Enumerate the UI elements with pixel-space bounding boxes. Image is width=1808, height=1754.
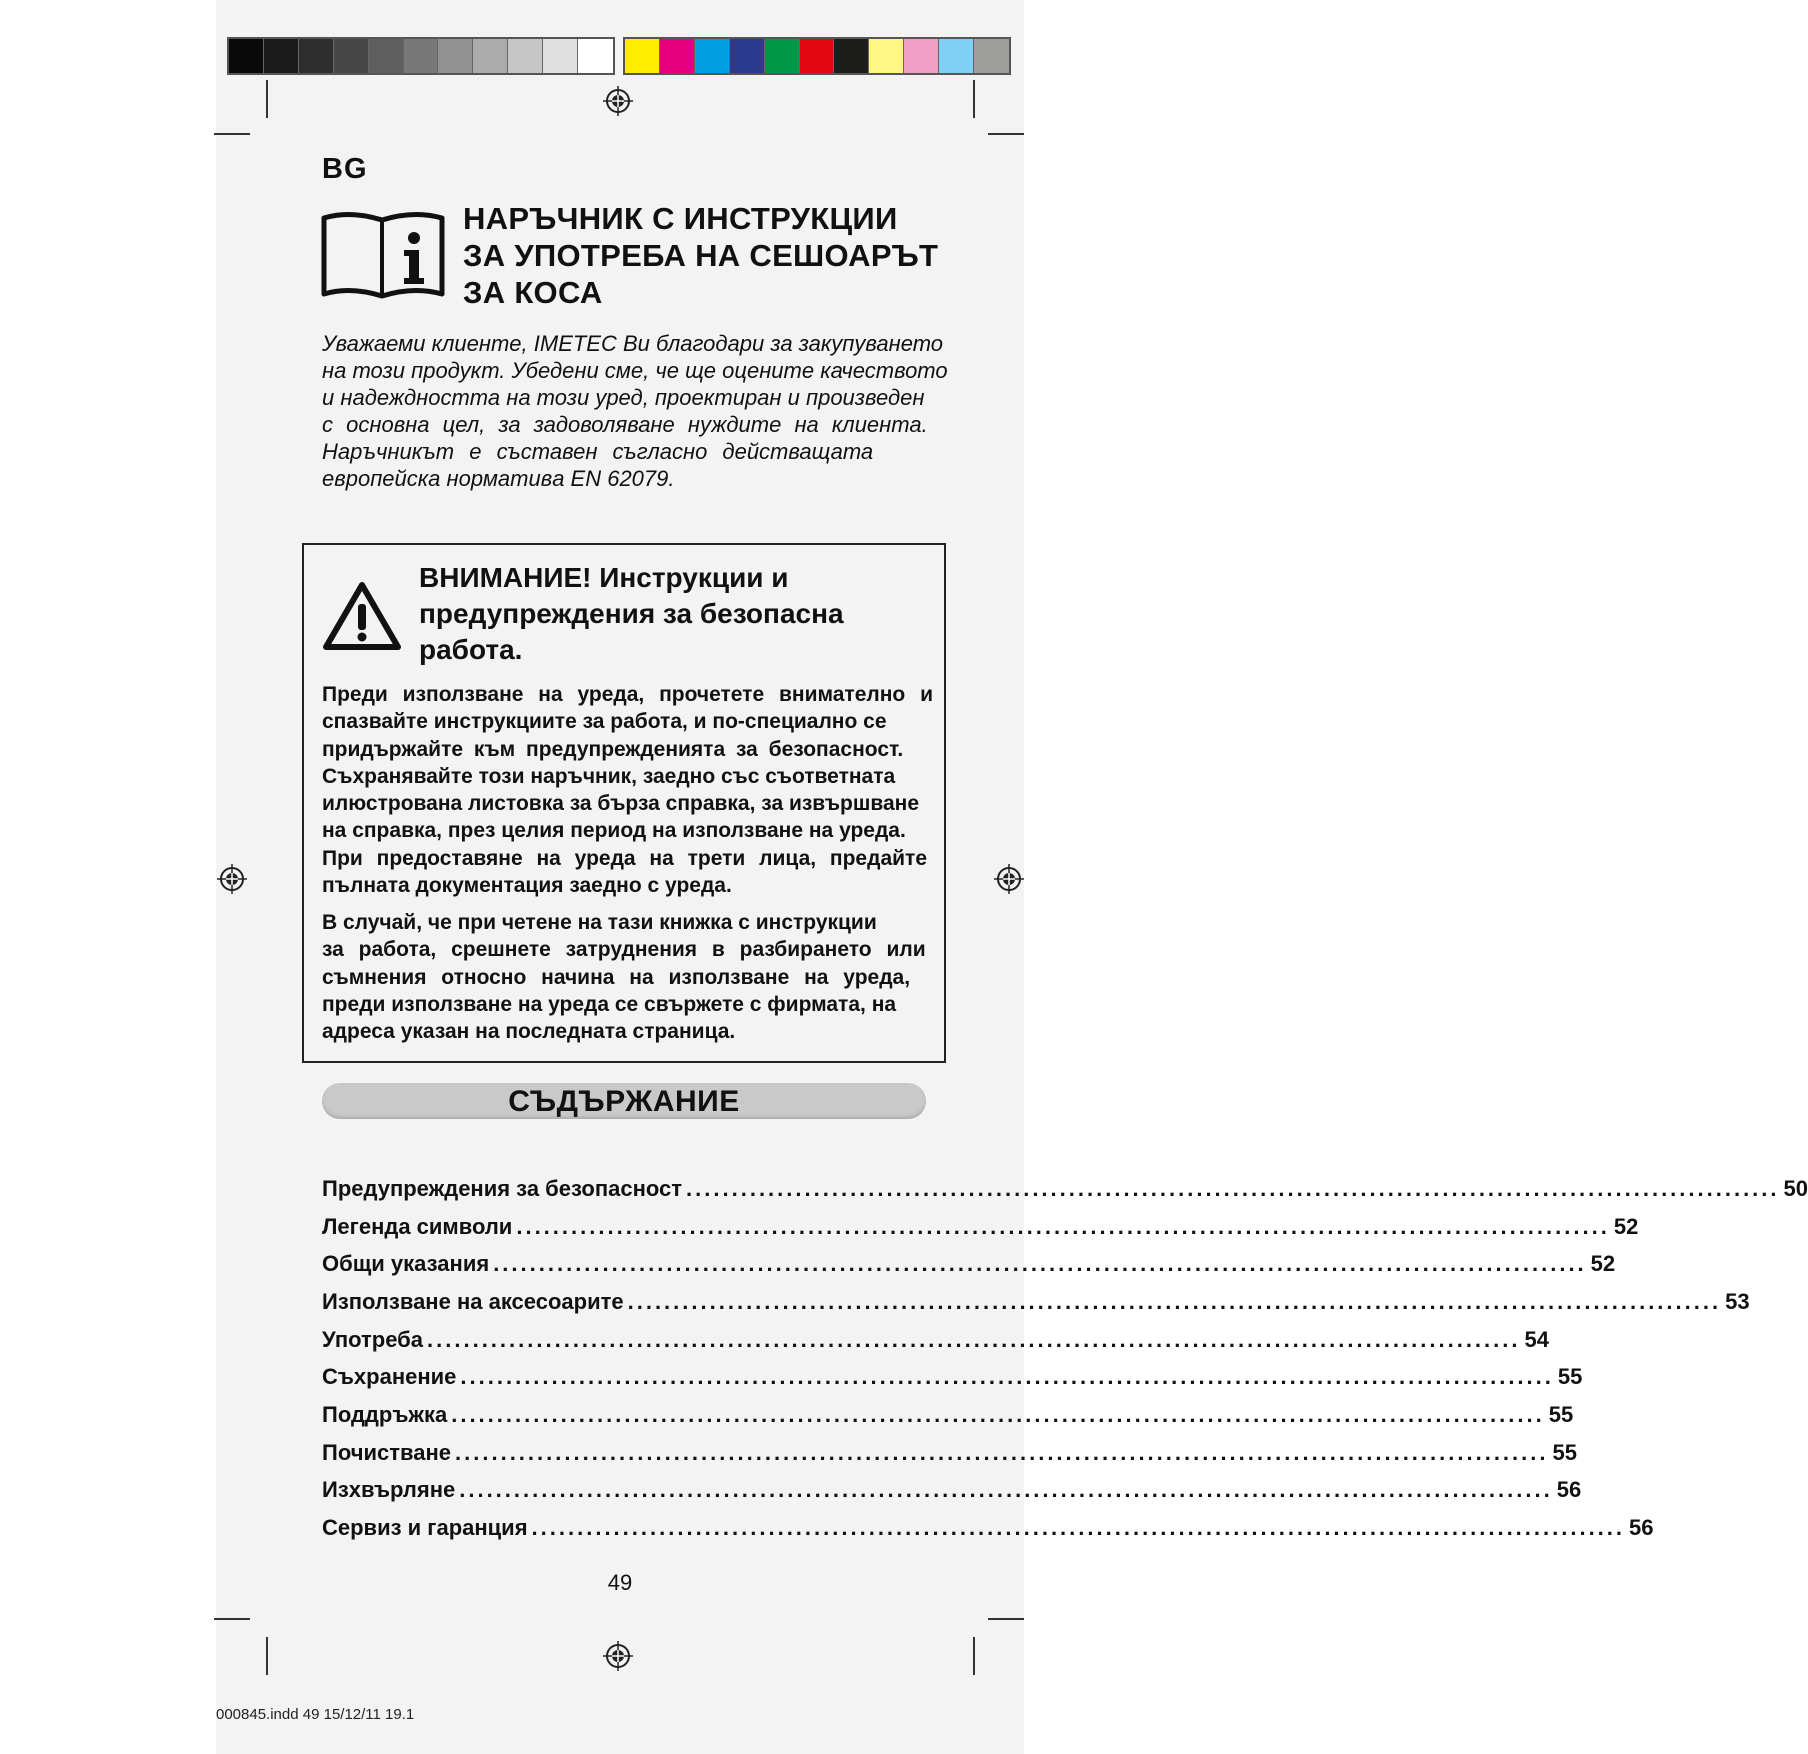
toc-page: 54 xyxy=(1524,1326,1549,1352)
toc-label: Употреба xyxy=(322,1326,424,1352)
page-number: 49 xyxy=(607,1570,633,1595)
warning-line: Съхранявайте този наръчник, заедно със съответната xyxy=(322,764,896,788)
toc-page: 53 xyxy=(1725,1288,1750,1314)
warning-line: пълната документация заедно с уреда. xyxy=(322,874,732,898)
warning-line: адреса указан на последната страница. xyxy=(322,1020,736,1044)
warning-title-line: предупреждения за безопасна xyxy=(419,598,844,629)
intro-line: на този продукт. Убедени сме, че ще оцените качеството xyxy=(322,358,948,383)
warning-title-line: ВНИМАНИЕ! Инструкции и xyxy=(419,562,789,593)
table-of-contents xyxy=(322,1170,1808,1547)
toc-item xyxy=(322,1170,1808,1208)
toc-leader-dots: ........................................................................................................................ xyxy=(455,1439,1549,1465)
crop-mark xyxy=(214,133,250,135)
toc-page: 55 xyxy=(1552,1439,1577,1465)
registration-mark-icon xyxy=(603,86,633,116)
intro-paragraph xyxy=(322,330,950,492)
toc-leader-dots: ........................................................................................................................ xyxy=(686,1175,1780,1201)
crop-mark xyxy=(988,1618,1024,1620)
crop-mark xyxy=(214,1618,250,1620)
toc-label: Изхвърляне xyxy=(322,1477,456,1503)
warning-line: за работа, срешнете затруднения в разбирането или xyxy=(322,938,926,962)
intro-line: и надеждността на този уред, проектиран и произведен xyxy=(322,385,925,410)
toc-leader-dots: ........................................................................................................................ xyxy=(459,1477,1553,1503)
color-swatch xyxy=(695,39,730,73)
toc-item xyxy=(322,1396,1574,1434)
crop-mark xyxy=(988,133,1024,135)
language-code: BG xyxy=(322,153,368,185)
toc-leader-dots: ........................................................................................................................ xyxy=(531,1515,1626,1541)
color-swatch xyxy=(229,39,264,73)
toc-item xyxy=(322,1509,1654,1547)
toc-page: 50 xyxy=(1783,1175,1808,1201)
toc-leader-dots: ........................................................................................................................ xyxy=(451,1401,1545,1427)
warning-line: преди използване на уреда се свържете с фирмата, на xyxy=(322,992,897,1016)
warning-paragraph-1 xyxy=(322,681,936,899)
crop-mark xyxy=(973,1637,975,1675)
color-swatch xyxy=(369,39,404,73)
color-swatch xyxy=(974,39,1009,73)
warning-line: придържайте към предупрежденията за безопасност. xyxy=(322,737,904,761)
toc-label: Предупреждения за безопасност xyxy=(322,1175,683,1201)
warning-line: илюстрована листовка за бърза справка, за извършване xyxy=(322,792,920,816)
color-swatch xyxy=(660,39,695,73)
warning-line: В случай, че при четене на тази книжка с инструкции xyxy=(322,911,877,934)
toc-item xyxy=(322,1245,1616,1283)
contents-heading: СЪДЪРЖАНИЕ xyxy=(322,1083,926,1119)
toc-label: Съхранение xyxy=(322,1364,457,1390)
print-footer: 000845.indd 49 15/12/11 19.1 xyxy=(216,1706,415,1723)
warning-title-line: работа. xyxy=(419,634,523,665)
warning-paragraph-2 xyxy=(322,909,936,1045)
title-line: ЗА КОСА xyxy=(463,275,603,310)
intro-line: Наръчникът е съставен съгласно действащата xyxy=(322,439,874,464)
toc-page: 55 xyxy=(1557,1364,1583,1390)
toc-leader-dots: ........................................................................................................................ xyxy=(627,1288,1722,1314)
crop-mark xyxy=(266,80,268,118)
color-swatch xyxy=(438,39,473,73)
color-swatch xyxy=(939,39,974,73)
intro-line: Уважаеми клиенте, IMETEC Ви благодари за закупуването xyxy=(322,331,944,356)
toc-page: 56 xyxy=(1556,1477,1582,1503)
color-swatch xyxy=(765,39,800,73)
color-swatch xyxy=(800,39,835,73)
registration-mark-icon xyxy=(603,1641,633,1671)
toc-item xyxy=(322,1321,1549,1359)
toc-page: 52 xyxy=(1590,1251,1616,1277)
toc-item xyxy=(322,1472,1582,1510)
toc-leader-dots: ........................................................................................................................ xyxy=(493,1251,1587,1277)
toc-leader-dots: ........................................................................................................................ xyxy=(460,1364,1554,1390)
color-swatch xyxy=(543,39,578,73)
toc-label: Използване на аксесоарите xyxy=(322,1288,624,1314)
color-swatch xyxy=(404,39,439,73)
warning-line: При предоставяне на уреда на трети лица, предайте xyxy=(322,846,927,870)
warning-line: Преди използване на уреда, прочетете внимателно и xyxy=(322,683,933,706)
color-swatch xyxy=(508,39,543,73)
toc-item xyxy=(322,1283,1750,1321)
toc-item xyxy=(322,1208,1639,1246)
toc-label: Поддръжка xyxy=(322,1401,448,1427)
color-swatch xyxy=(834,39,869,73)
warning-line: съмнения относно начина на използване на уреда, xyxy=(322,965,911,989)
intro-line: европейска нормативa EN 62079. xyxy=(322,466,675,491)
color-swatch xyxy=(730,39,765,73)
toc-page: 56 xyxy=(1629,1515,1654,1541)
crop-mark xyxy=(266,1637,268,1675)
title-line: НАРЪЧНИК С ИНСТРУКЦИИ xyxy=(463,201,898,236)
color-calibration-bar xyxy=(623,37,1011,75)
grayscale-bar xyxy=(227,37,615,75)
toc-item xyxy=(322,1358,1583,1396)
color-swatch xyxy=(334,39,369,73)
toc-page: 55 xyxy=(1548,1401,1574,1427)
title-line: ЗА УПОТРЕБА НА СЕШОАРЪТ xyxy=(463,238,939,273)
color-swatch xyxy=(904,39,939,73)
warning-title xyxy=(419,560,844,668)
toc-label: Сервиз и гаранция xyxy=(322,1515,528,1541)
toc-leader-dots: ........................................................................................................................ xyxy=(427,1326,1521,1352)
color-swatch xyxy=(625,39,660,73)
color-swatch xyxy=(473,39,508,73)
toc-label: Общи указания xyxy=(322,1251,490,1277)
info-book-icon xyxy=(320,208,446,302)
color-swatch xyxy=(264,39,299,73)
warning-line: на справка, през целия период на използване на уреда. xyxy=(322,819,906,843)
color-swatch xyxy=(299,39,334,73)
intro-line: с основна цел, за задоволяване нуждите на клиента. xyxy=(322,412,928,437)
toc-leader-dots: ........................................................................................................................ xyxy=(516,1213,1610,1239)
document-title xyxy=(463,200,938,311)
toc-label: Легенда символи xyxy=(322,1213,513,1239)
toc-label: Почистване xyxy=(322,1439,452,1465)
toc-page: 52 xyxy=(1613,1213,1639,1239)
registration-mark-icon xyxy=(217,864,247,894)
crop-mark xyxy=(973,80,975,118)
warning-triangle-icon xyxy=(322,580,402,652)
toc-item xyxy=(322,1434,1577,1472)
color-swatch xyxy=(578,39,613,73)
color-swatch xyxy=(869,39,904,73)
registration-mark-icon xyxy=(994,864,1024,894)
warning-line: спазвайте инструкциите за работа, и по-специално се xyxy=(322,710,887,734)
